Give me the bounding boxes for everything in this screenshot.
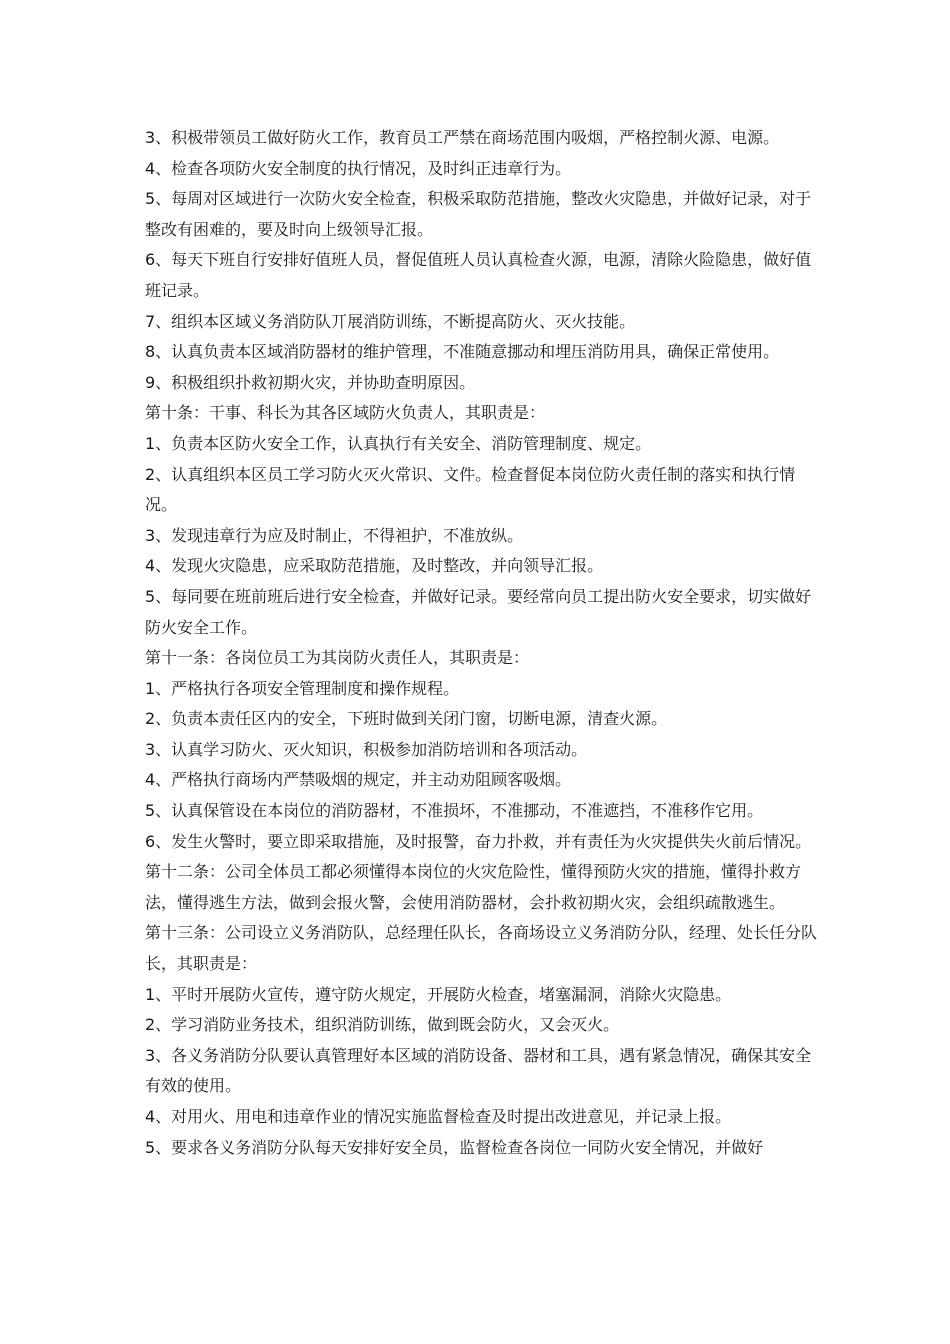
clause-item: 4、发现火灾隐患，应采取防范措施，及时整改，并向领导汇报。 — [145, 556, 604, 576]
article-heading: 第十三条：公司设立义务消防队，总经理任队长，各商场设立义务消防分队，经理、处长任分队长，其职责是： — [145, 923, 818, 974]
clause-item: 2、认真组织本区员工学习防火灭火常识、文件。检查督促本岗位防火责任制的落实和执行情况。 — [145, 464, 796, 515]
clause-item: 5、每周对区域进行一次防火安全检查，积极采取防范措施，整改火灾隐患，并做好记录，对于整改有困难的，要及时向上级领导汇报。 — [145, 189, 812, 239]
clause-item: 1、严格执行各项安全管理制度和操作规程。 — [145, 678, 460, 698]
clause-item: 5、要求各义务消防分队每天安排好安全员，监督检查各岗位一同防火安全情况，并做好 — [145, 1137, 764, 1157]
document-body — [145, 123, 817, 1163]
clause-item: 6、每天下班自行安排好值班人员，督促值班人员认真检查火源，电源，清除火险隐患，做好值班记录。 — [145, 250, 812, 300]
clause-item: 5、每同要在班前班后进行安全检查，并做好记录。要经常向员工提出防火安全要求，切实做好防火安全工作。 — [145, 586, 812, 637]
clause-item: 3、各义务消防分队要认真管理好本区域的消防设备、器材和工具，遇有紧急情况，确保其安全有效的使用。 — [145, 1045, 812, 1096]
clause-item: 4、严格执行商场内严禁吸烟的规定，并主动劝阻顾客吸烟。 — [145, 770, 572, 790]
clause-item: 2、学习消防业务技术，组织消防训练，做到既会防火，又会灭火。 — [145, 1015, 620, 1035]
article-heading: 第十条：干事、科长为其各区域防火负责人，其职责是： — [145, 403, 546, 423]
clause-item: 4、检查各项防火安全制度的执行情况，及时纠正违章行为。 — [145, 158, 572, 178]
clause-item: 1、负责本区防火安全工作，认真执行有关安全、消防管理制度、规定。 — [145, 433, 652, 453]
clause-item: 5、认真保管设在本岗位的消防器材，不准损坏，不准挪动，不准遮挡，不准移作它用。 — [145, 801, 764, 821]
clause-item: 2、负责本责任区内的安全，下班时做到关闭门窗，切断电源，清查火源。 — [145, 709, 668, 729]
clause-item: 3、认真学习防火、灭火知识，积极参加消防培训和各项活动。 — [145, 739, 588, 759]
clause-item: 7、组织本区域义务消防队丌展消防训练，不断提高防火、灭火技能。 — [145, 311, 636, 331]
article-heading: 第十一条：各岗位员工为其岗防火责任人，其职责是： — [145, 648, 530, 668]
clause-item: 8、认真负责本区域消防器材的维护管理，不准随意挪动和埋压消防用具，确保正常使用。 — [145, 342, 780, 362]
clause-item: 4、对用火、用电和违章作业的情况实施监督检查及时提出改进意见，并记录上报。 — [145, 1107, 732, 1126]
clause-item: 1、平时开展防火宣传，遵守防火规定，开展防火检查，堵塞漏洞，消除火灾隐患。 — [145, 984, 732, 1004]
clause-item: 6、发生火警时，要立即采取措施，及时报警，奋力扑救，并有责任为火灾提供失火前后情况。 — [145, 831, 812, 851]
clause-item: 9、积极组织扑救初期火灾，并协助查明原因。 — [145, 372, 476, 392]
article-heading: 第十二条：公司全体员工都必须懂得本岗位的火灾危险性，懂得预防火灾的措施，懂得扑救方法，懂得逃生方法，做到会报火警，会使用消防器材，会扑救初期火灾，会组织疏散逃生。 — [145, 862, 802, 912]
clause-item: 3、积极带领员工做好防火工作，教育员工严禁在商场范围内吸烟，严格控制火源、电源。 — [145, 128, 780, 147]
clause-item: 3、发现违章行为应及时制止，不得袒护，不准放纵。 — [145, 525, 524, 545]
